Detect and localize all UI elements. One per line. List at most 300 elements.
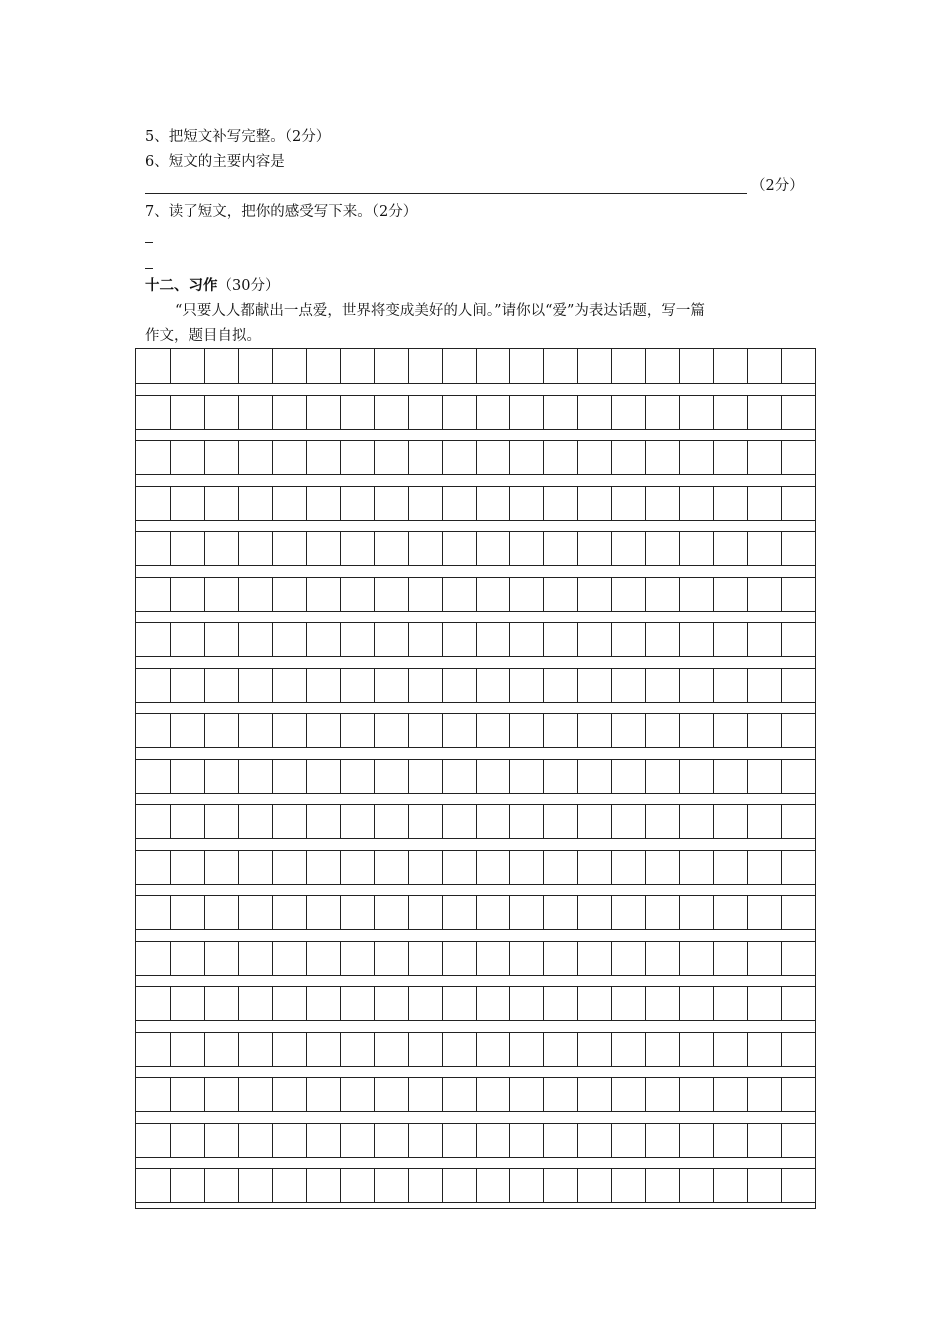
grid-cell-divider: [374, 804, 375, 838]
grid-cell-divider: [577, 531, 578, 565]
grid-cell-divider: [679, 986, 680, 1020]
grid-cell-divider: [645, 1168, 646, 1202]
grid-cell-divider: [543, 986, 544, 1020]
grid-cell-divider: [747, 668, 748, 702]
grid-row-bottom-line: [136, 1111, 815, 1112]
grid-cell-divider: [577, 804, 578, 838]
grid-cell-divider: [781, 395, 782, 429]
grid-cell-divider: [204, 668, 205, 702]
grid-cell-divider: [679, 395, 680, 429]
q7-answer-line-2[interactable]: [145, 268, 153, 269]
grid-cell-divider: [679, 941, 680, 975]
grid-cell-divider: [679, 895, 680, 929]
grid-cell-divider: [170, 349, 171, 383]
grid-cell-divider: [238, 1123, 239, 1157]
grid-cell-divider: [476, 1077, 477, 1111]
grid-cell-divider: [645, 622, 646, 656]
grid-cell-divider: [476, 440, 477, 474]
grid-row-bottom-line: [136, 611, 815, 612]
grid-cell-divider: [204, 577, 205, 611]
grid-cell-divider: [645, 850, 646, 884]
grid-cell-divider: [340, 577, 341, 611]
grid-row-bottom-line: [136, 1066, 815, 1067]
section-title-label: 十二、习作: [145, 278, 218, 294]
grid-cell-divider: [340, 395, 341, 429]
grid-cell-divider: [374, 1123, 375, 1157]
grid-cell-divider: [679, 440, 680, 474]
grid-row: [136, 531, 815, 565]
q5-text: 5、把短文补写完整。（2分）: [145, 129, 331, 145]
grid-cell-divider: [238, 759, 239, 793]
grid-cell-divider: [340, 1077, 341, 1111]
grid-row: [136, 349, 815, 383]
grid-cell-divider: [747, 440, 748, 474]
q6-answer-line[interactable]: [145, 193, 747, 194]
grid-row-bottom-line: [136, 383, 815, 384]
grid-cell-divider: [374, 850, 375, 884]
grid-cell-divider: [476, 577, 477, 611]
grid-cell-divider: [611, 713, 612, 747]
grid-cell-divider: [238, 1168, 239, 1202]
grid-cell-divider: [204, 440, 205, 474]
grid-row: [136, 1032, 815, 1066]
grid-cell-divider: [408, 486, 409, 520]
grid-cell-divider: [170, 713, 171, 747]
grid-row-bottom-line: [136, 429, 815, 430]
grid-cell-divider: [543, 1032, 544, 1066]
grid-cell-divider: [374, 395, 375, 429]
grid-cell-divider: [306, 531, 307, 565]
grid-cell-divider: [577, 986, 578, 1020]
grid-cell-divider: [374, 1077, 375, 1111]
grid-cell-divider: [645, 577, 646, 611]
grid-cell-divider: [781, 713, 782, 747]
grid-cell-divider: [611, 986, 612, 1020]
grid-cell-divider: [204, 804, 205, 838]
grid-cell-divider: [306, 395, 307, 429]
grid-cell-divider: [272, 895, 273, 929]
grid-row-bottom-line: [136, 565, 815, 566]
grid-cell-divider: [340, 804, 341, 838]
grid-cell-divider: [611, 804, 612, 838]
grid-cell-divider: [577, 1123, 578, 1157]
grid-cell-divider: [713, 759, 714, 793]
grid-cell-divider: [442, 486, 443, 520]
grid-row-bottom-line: [136, 838, 815, 839]
grid-cell-divider: [781, 577, 782, 611]
q7-answer-line-1[interactable]: [145, 242, 153, 243]
grid-cell-divider: [509, 531, 510, 565]
grid-cell-divider: [374, 486, 375, 520]
grid-cell-divider: [679, 1168, 680, 1202]
grid-cell-divider: [577, 668, 578, 702]
grid-cell-divider: [679, 486, 680, 520]
grid-cell-divider: [306, 941, 307, 975]
grid-cell-divider: [272, 395, 273, 429]
grid-row: [136, 1077, 815, 1111]
grid-cell-divider: [747, 895, 748, 929]
grid-cell-divider: [476, 668, 477, 702]
grid-cell-divider: [442, 1032, 443, 1066]
grid-cell-divider: [170, 895, 171, 929]
grid-cell-divider: [611, 395, 612, 429]
grid-cell-divider: [577, 850, 578, 884]
grid-cell-divider: [306, 486, 307, 520]
grid-cell-divider: [238, 713, 239, 747]
grid-cell-divider: [170, 668, 171, 702]
grid-cell-divider: [442, 941, 443, 975]
grid-row-bottom-line: [136, 1157, 815, 1158]
grid-cell-divider: [713, 804, 714, 838]
grid-cell-divider: [645, 531, 646, 565]
grid-cell-divider: [408, 440, 409, 474]
grid-cell-divider: [204, 622, 205, 656]
grid-cell-divider: [442, 895, 443, 929]
grid-cell-divider: [204, 395, 205, 429]
grid-cell-divider: [374, 531, 375, 565]
grid-cell-divider: [408, 941, 409, 975]
grid-cell-divider: [170, 531, 171, 565]
grid-cell-divider: [442, 668, 443, 702]
grid-cell-divider: [238, 850, 239, 884]
grid-cell-divider: [238, 531, 239, 565]
grid-cell-divider: [340, 1032, 341, 1066]
grid-cell-divider: [713, 850, 714, 884]
grid-cell-divider: [713, 486, 714, 520]
grid-cell-divider: [408, 759, 409, 793]
grid-cell-divider: [781, 804, 782, 838]
grid-cell-divider: [747, 986, 748, 1020]
grid-cell-divider: [238, 1077, 239, 1111]
grid-cell-divider: [476, 1032, 477, 1066]
grid-cell-divider: [374, 1032, 375, 1066]
grid-cell-divider: [408, 1032, 409, 1066]
grid-cell-divider: [645, 804, 646, 838]
grid-cell-divider: [408, 986, 409, 1020]
grid-cell-divider: [509, 1077, 510, 1111]
grid-cell-divider: [476, 1123, 477, 1157]
grid-cell-divider: [713, 1168, 714, 1202]
grid-cell-divider: [408, 349, 409, 383]
grid-cell-divider: [340, 440, 341, 474]
grid-cell-divider: [679, 531, 680, 565]
grid-cell-divider: [476, 804, 477, 838]
grid-cell-divider: [238, 349, 239, 383]
grid-cell-divider: [679, 577, 680, 611]
grid-cell-divider: [509, 1168, 510, 1202]
grid-cell-divider: [747, 1077, 748, 1111]
grid-cell-divider: [408, 850, 409, 884]
grid-cell-divider: [679, 1123, 680, 1157]
grid-row-bottom-line: [136, 929, 815, 930]
grid-cell-divider: [442, 395, 443, 429]
grid-cell-divider: [747, 759, 748, 793]
grid-cell-divider: [340, 986, 341, 1020]
grid-cell-divider: [747, 395, 748, 429]
composition-grid[interactable]: [135, 348, 816, 1209]
grid-cell-divider: [543, 804, 544, 838]
prompt-line-2: 作文，题目自拟。: [145, 328, 261, 344]
grid-cell-divider: [679, 349, 680, 383]
grid-cell-divider: [509, 941, 510, 975]
grid-cell-divider: [238, 622, 239, 656]
grid-cell-divider: [306, 349, 307, 383]
grid-cell-divider: [781, 850, 782, 884]
grid-cell-divider: [272, 850, 273, 884]
grid-cell-divider: [340, 349, 341, 383]
grid-cell-divider: [204, 531, 205, 565]
grid-cell-divider: [747, 349, 748, 383]
grid-cell-divider: [306, 804, 307, 838]
grid-cell-divider: [204, 486, 205, 520]
grid-cell-divider: [306, 986, 307, 1020]
grid-cell-divider: [747, 531, 748, 565]
grid-cell-divider: [577, 395, 578, 429]
grid-cell-divider: [408, 1077, 409, 1111]
grid-cell-divider: [170, 1123, 171, 1157]
grid-cell-divider: [543, 1168, 544, 1202]
grid-cell-divider: [509, 349, 510, 383]
grid-cell-divider: [781, 622, 782, 656]
grid-cell-divider: [204, 941, 205, 975]
grid-cell-divider: [442, 713, 443, 747]
grid-cell-divider: [509, 577, 510, 611]
grid-cell-divider: [306, 622, 307, 656]
grid-cell-divider: [679, 713, 680, 747]
grid-cell-divider: [442, 349, 443, 383]
grid-cell-divider: [713, 440, 714, 474]
grid-cell-divider: [577, 1168, 578, 1202]
grid-cell-divider: [272, 486, 273, 520]
grid-cell-divider: [272, 577, 273, 611]
grid-cell-divider: [476, 1168, 477, 1202]
section-title-score: （30分）: [217, 278, 280, 294]
grid-cell-divider: [645, 440, 646, 474]
grid-cell-divider: [238, 577, 239, 611]
grid-cell-divider: [611, 759, 612, 793]
grid-cell-divider: [238, 941, 239, 975]
grid-cell-divider: [747, 713, 748, 747]
grid-cell-divider: [442, 804, 443, 838]
grid-cell-divider: [238, 895, 239, 929]
grid-cell-divider: [408, 577, 409, 611]
grid-cell-divider: [713, 1032, 714, 1066]
grid-row: [136, 759, 815, 793]
grid-row: [136, 486, 815, 520]
grid-cell-divider: [306, 713, 307, 747]
grid-cell-divider: [204, 349, 205, 383]
grid-cell-divider: [611, 622, 612, 656]
grid-cell-divider: [170, 395, 171, 429]
grid-cell-divider: [543, 440, 544, 474]
grid-row: [136, 895, 815, 929]
grid-cell-divider: [340, 531, 341, 565]
grid-row: [136, 804, 815, 838]
grid-cell-divider: [442, 1168, 443, 1202]
grid-cell-divider: [374, 349, 375, 383]
grid-cell-divider: [781, 1123, 782, 1157]
grid-cell-divider: [713, 986, 714, 1020]
grid-cell-divider: [543, 1123, 544, 1157]
grid-cell-divider: [408, 895, 409, 929]
grid-cell-divider: [170, 986, 171, 1020]
grid-cell-divider: [781, 486, 782, 520]
grid-cell-divider: [408, 804, 409, 838]
grid-cell-divider: [543, 622, 544, 656]
grid-row: [136, 668, 815, 702]
grid-row: [136, 986, 815, 1020]
grid-cell-divider: [747, 486, 748, 520]
grid-row-bottom-line: [136, 1202, 815, 1203]
grid-cell-divider: [543, 850, 544, 884]
grid-cell-divider: [374, 713, 375, 747]
grid-cell-divider: [170, 577, 171, 611]
grid-cell-divider: [340, 622, 341, 656]
grid-cell-divider: [543, 1077, 544, 1111]
grid-cell-divider: [577, 941, 578, 975]
grid-cell-divider: [611, 941, 612, 975]
grid-cell-divider: [442, 759, 443, 793]
grid-cell-divider: [272, 531, 273, 565]
grid-cell-divider: [170, 622, 171, 656]
grid-cell-divider: [611, 850, 612, 884]
grid-cell-divider: [509, 1123, 510, 1157]
grid-cell-divider: [170, 804, 171, 838]
grid-cell-divider: [170, 1077, 171, 1111]
grid-cell-divider: [509, 1032, 510, 1066]
grid-cell-divider: [577, 1077, 578, 1111]
grid-cell-divider: [238, 804, 239, 838]
grid-cell-divider: [543, 759, 544, 793]
grid-cell-divider: [747, 577, 748, 611]
grid-cell-divider: [442, 577, 443, 611]
grid-cell-divider: [509, 986, 510, 1020]
grid-cell-divider: [781, 1032, 782, 1066]
grid-cell-divider: [272, 1077, 273, 1111]
grid-cell-divider: [306, 759, 307, 793]
grid-row: [136, 1123, 815, 1157]
grid-row-bottom-line: [136, 793, 815, 794]
grid-cell-divider: [509, 759, 510, 793]
grid-cell-divider: [476, 349, 477, 383]
grid-cell-divider: [713, 349, 714, 383]
grid-cell-divider: [679, 850, 680, 884]
grid-cell-divider: [476, 850, 477, 884]
grid-cell-divider: [238, 668, 239, 702]
grid-cell-divider: [577, 895, 578, 929]
grid-cell-divider: [238, 440, 239, 474]
grid-cell-divider: [645, 986, 646, 1020]
grid-row: [136, 395, 815, 429]
grid-cell-divider: [645, 486, 646, 520]
grid-cell-divider: [374, 759, 375, 793]
grid-cell-divider: [374, 668, 375, 702]
grid-cell-divider: [170, 486, 171, 520]
grid-cell-divider: [509, 713, 510, 747]
grid-cell-divider: [747, 850, 748, 884]
grid-cell-divider: [611, 1123, 612, 1157]
grid-cell-divider: [306, 1077, 307, 1111]
grid-cell-divider: [781, 668, 782, 702]
grid-cell-divider: [781, 941, 782, 975]
grid-cell-divider: [204, 713, 205, 747]
grid-cell-divider: [509, 395, 510, 429]
grid-cell-divider: [272, 440, 273, 474]
grid-cell-divider: [408, 395, 409, 429]
grid-cell-divider: [272, 986, 273, 1020]
grid-cell-divider: [679, 668, 680, 702]
grid-cell-divider: [340, 759, 341, 793]
grid-row: [136, 440, 815, 474]
grid-cell-divider: [204, 850, 205, 884]
grid-cell-divider: [442, 622, 443, 656]
grid-cell-divider: [204, 759, 205, 793]
grid-cell-divider: [543, 395, 544, 429]
grid-row-bottom-line: [136, 747, 815, 748]
grid-cell-divider: [442, 1077, 443, 1111]
grid-cell-divider: [476, 986, 477, 1020]
grid-cell-divider: [781, 531, 782, 565]
grid-cell-divider: [713, 713, 714, 747]
grid-cell-divider: [306, 895, 307, 929]
grid-cell-divider: [611, 486, 612, 520]
grid-cell-divider: [543, 349, 544, 383]
grid-cell-divider: [713, 531, 714, 565]
grid-cell-divider: [543, 668, 544, 702]
grid-cell-divider: [340, 486, 341, 520]
grid-row-bottom-line: [136, 884, 815, 885]
grid-cell-divider: [272, 759, 273, 793]
grid-cell-divider: [340, 713, 341, 747]
grid-cell-divider: [408, 622, 409, 656]
grid-cell-divider: [374, 622, 375, 656]
grid-cell-divider: [442, 440, 443, 474]
grid-cell-divider: [713, 1123, 714, 1157]
grid-cell-divider: [747, 941, 748, 975]
grid-cell-divider: [442, 986, 443, 1020]
grid-cell-divider: [577, 713, 578, 747]
grid-cell-divider: [340, 850, 341, 884]
grid-row: [136, 713, 815, 747]
grid-cell-divider: [340, 941, 341, 975]
grid-cell-divider: [747, 1032, 748, 1066]
grid-row-bottom-line: [136, 1020, 815, 1021]
grid-cell-divider: [238, 395, 239, 429]
grid-cell-divider: [645, 1123, 646, 1157]
grid-cell-divider: [272, 668, 273, 702]
grid-cell-divider: [204, 1032, 205, 1066]
grid-cell-divider: [272, 804, 273, 838]
grid-cell-divider: [204, 1168, 205, 1202]
grid-cell-divider: [679, 622, 680, 656]
grid-cell-divider: [781, 986, 782, 1020]
grid-cell-divider: [306, 440, 307, 474]
grid-cell-divider: [442, 531, 443, 565]
grid-cell-divider: [306, 668, 307, 702]
grid-cell-divider: [272, 349, 273, 383]
grid-cell-divider: [713, 1077, 714, 1111]
grid-cell-divider: [306, 850, 307, 884]
grid-cell-divider: [170, 440, 171, 474]
section-title: [145, 276, 279, 296]
grid-cell-divider: [543, 531, 544, 565]
grid-cell-divider: [713, 941, 714, 975]
grid-cell-divider: [272, 622, 273, 656]
grid-cell-divider: [679, 1077, 680, 1111]
grid-cell-divider: [272, 1123, 273, 1157]
grid-cell-divider: [645, 1032, 646, 1066]
grid-cell-divider: [204, 895, 205, 929]
